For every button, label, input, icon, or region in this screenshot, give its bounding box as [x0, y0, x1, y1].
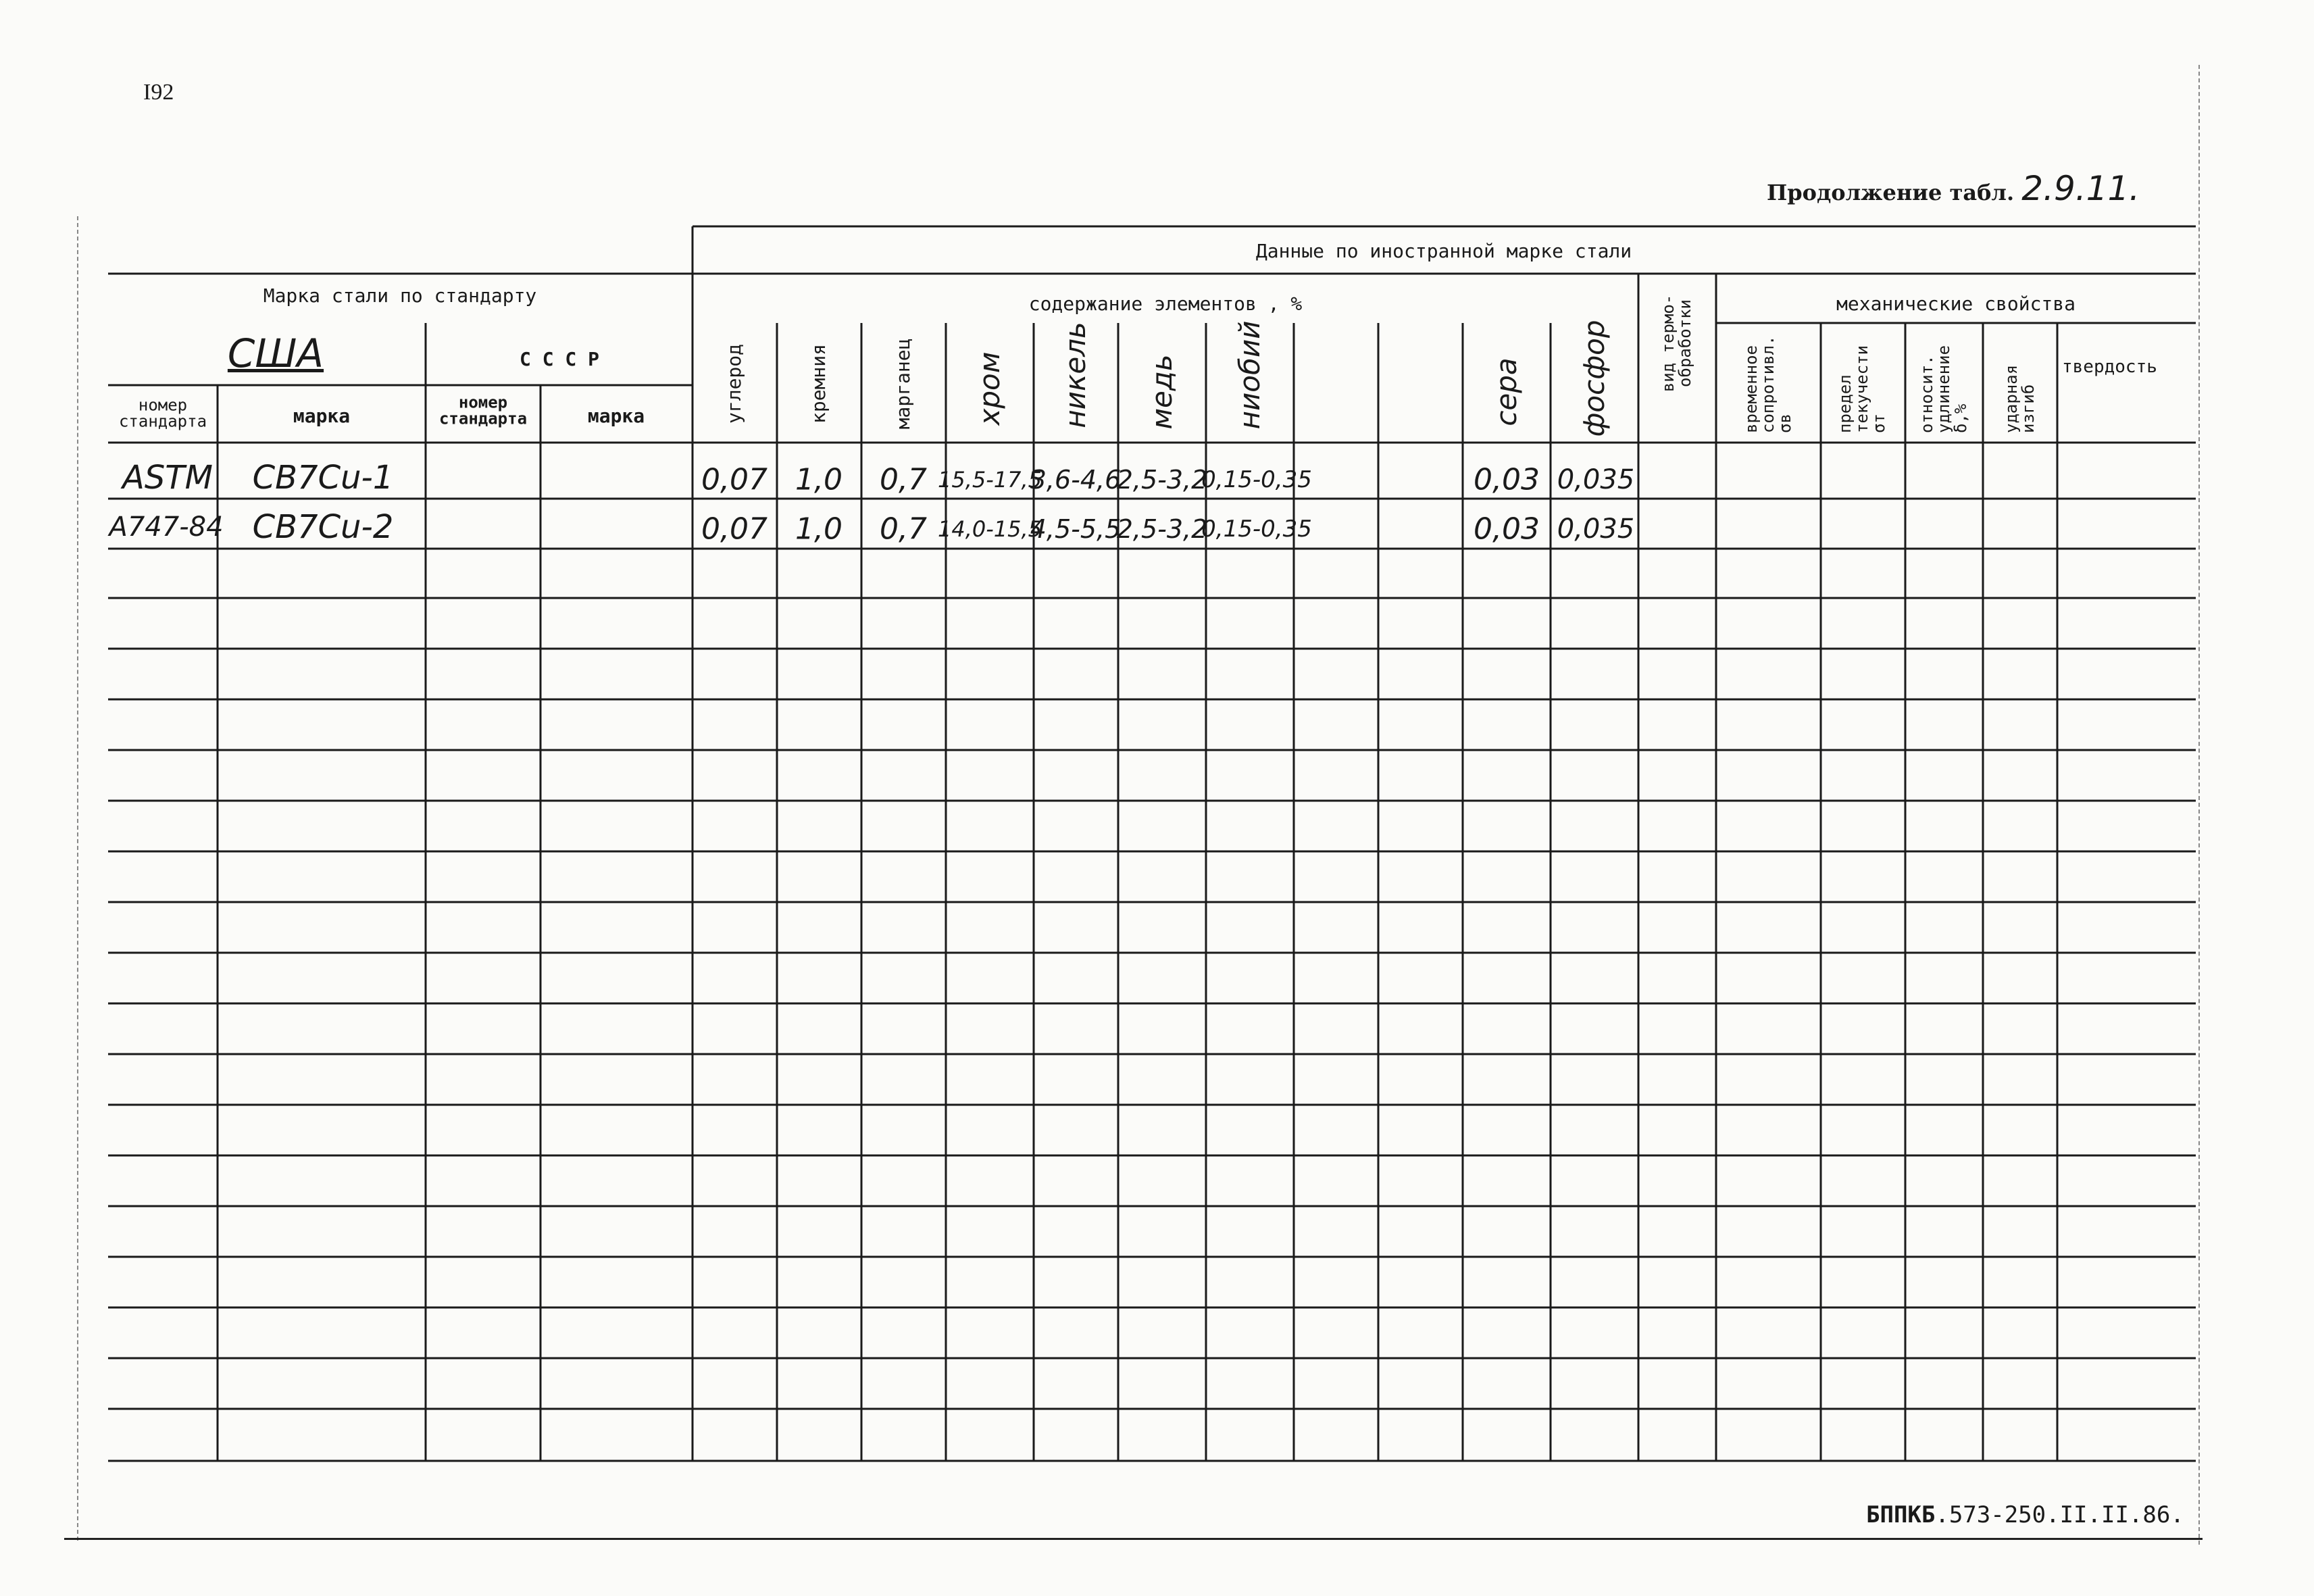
table-number: 2.9.11. [2021, 169, 2140, 208]
row1-nickel: 3,6-4,6 [1030, 465, 1122, 495]
col-impact-bend: ударная изгиб [2001, 364, 2038, 433]
bottom-rule [64, 1538, 2203, 1540]
row2-niobium: 0,15-0,35 [1201, 516, 1312, 543]
footer-code-number: .573-250.II.II.86. [1935, 1501, 2184, 1528]
col-copper: медь [1145, 354, 1178, 430]
footer-code-prefix: БППКБ [1866, 1501, 1936, 1528]
row1-grade: CB7Cu-1 [252, 459, 394, 497]
col-hardness: твердость [2062, 357, 2157, 377]
row1-copper: 2,5-3,2 [1116, 465, 1208, 495]
row1-manganese: 0,7 [880, 462, 927, 497]
col-sulfur: сера [1490, 357, 1523, 426]
row2-silicon: 1,0 [795, 512, 842, 547]
col-tensile-strength: временное сопротивл. σв [1742, 335, 1795, 433]
ussr-std-number-header: номер стандарта [438, 393, 528, 428]
row1-std: ASTM [122, 459, 213, 497]
footer-code [1866, 1501, 2184, 1528]
row1-silicon: 1,0 [795, 462, 842, 497]
elements-group-header: содержание элементов , % [1028, 293, 1303, 315]
row2-phosphorus: 0,035 [1557, 514, 1635, 545]
page-number: I92 [143, 80, 174, 105]
row1-niobium: 0,15-0,35 [1201, 466, 1312, 493]
ussr-header: С С С Р [519, 348, 600, 370]
row2-std: A747-84 [109, 512, 224, 543]
row2-grade: CB7Cu-2 [252, 508, 394, 546]
row1-phosphorus: 0,035 [1557, 464, 1635, 495]
row1-chromium: 15,5-17,5 [937, 467, 1042, 493]
heat-treatment-header: вид термо-обработки [1658, 294, 1694, 393]
continuation-text: Продолжение табл. [1767, 180, 2015, 205]
mech-group-header: механические свойства [1836, 293, 2076, 315]
ussr-grade-header: марка [587, 405, 645, 427]
col-niobium: ниобий [1233, 320, 1266, 430]
col-carbon: углерод [723, 343, 745, 424]
row2-chromium: 14,0-15,5 [937, 516, 1042, 542]
row2-carbon: 0,07 [701, 512, 768, 547]
usa-header: США [227, 330, 324, 376]
standard-group-header: Марка стали по стандарту [263, 284, 537, 307]
row2-manganese: 0,7 [880, 512, 927, 547]
usa-grade-header: марка [293, 405, 351, 427]
col-phosphorus: фосфор [1578, 320, 1611, 437]
col-silicon: кремния [807, 343, 830, 424]
row2-sulfur: 0,03 [1474, 512, 1540, 547]
col-chromium: хром [973, 351, 1006, 426]
row2-nickel: 4,5-5,5 [1030, 514, 1122, 544]
row2-copper: 2,5-3,2 [1116, 514, 1208, 544]
usa-std-number-header: номер стандарта [118, 395, 207, 431]
col-yield-strength: предел текучести σт [1836, 345, 1889, 433]
row1-sulfur: 0,03 [1474, 462, 1540, 497]
col-elongation: относит. удлинение δ,% [1917, 345, 1971, 433]
row1-carbon: 0,07 [701, 462, 768, 497]
col-nickel: никель [1059, 322, 1092, 428]
col-manganese: марганец [892, 338, 914, 430]
foreign-data-header: Данные по иностранной марке стали [1255, 240, 1632, 262]
